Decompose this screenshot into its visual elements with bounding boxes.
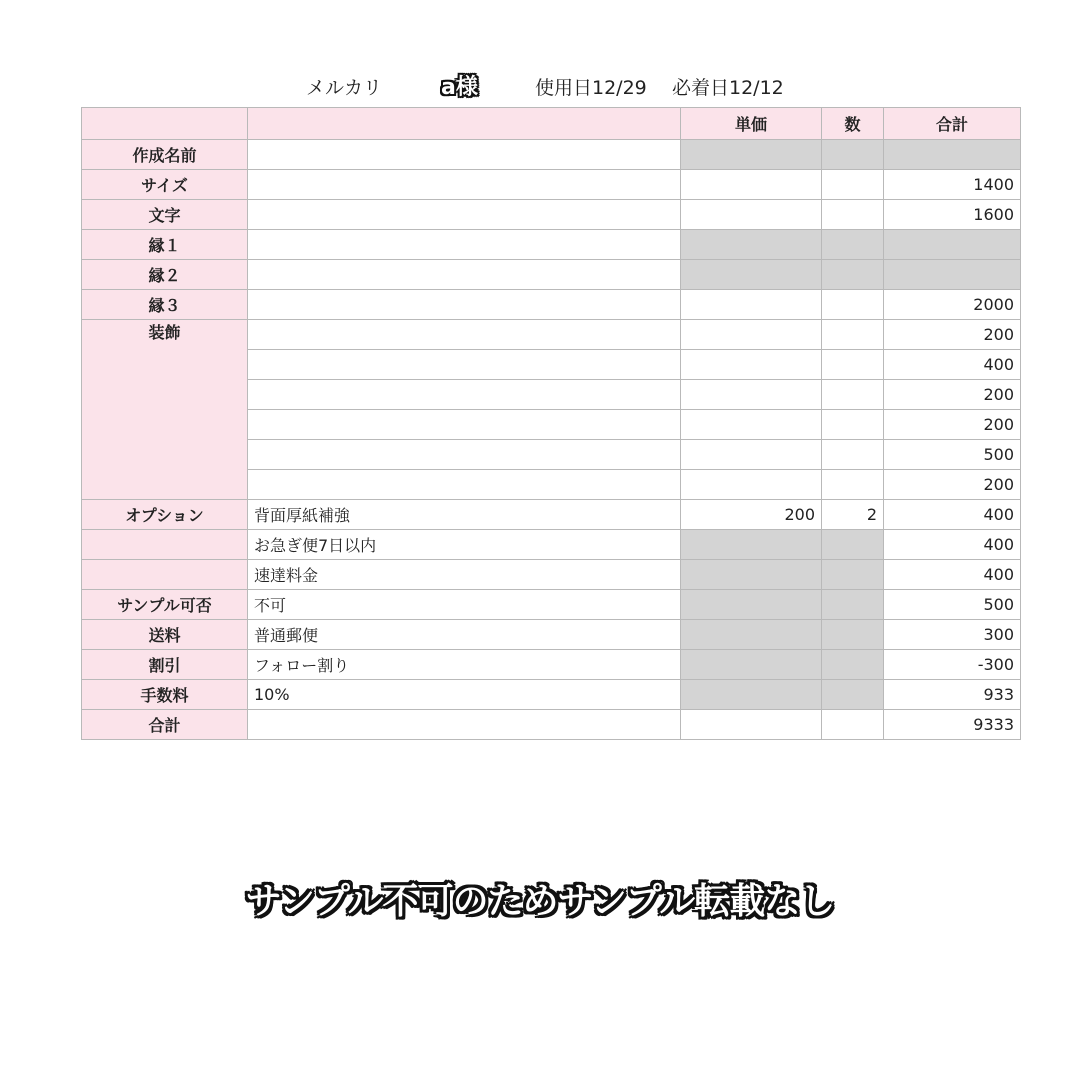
fee-unit-price-cell xyxy=(681,680,822,710)
row-label-text: 文字 xyxy=(82,200,248,230)
decoration-desc-cell xyxy=(248,320,681,350)
table-row xyxy=(82,500,1021,530)
decoration-total-cell: 200 xyxy=(884,470,1021,500)
table-row xyxy=(82,200,1021,230)
corner-cell xyxy=(82,108,248,140)
option-desc-cell: 背面厚紙補強 xyxy=(248,500,681,530)
fee-total-cell: 933 xyxy=(884,680,1021,710)
option-quantity-cell: 2 xyxy=(822,500,884,530)
decoration-unit-price-cell xyxy=(681,440,822,470)
decoration-quantity-cell xyxy=(822,320,884,350)
size-unit-price-cell xyxy=(681,170,822,200)
border1-desc-cell xyxy=(248,230,681,260)
platform-name: メルカリ xyxy=(306,77,383,99)
name-unit-price-cell xyxy=(681,140,822,170)
shipping-unit-price-cell xyxy=(681,620,822,650)
option-unit-price-cell xyxy=(681,560,822,590)
quantity-header: 数 xyxy=(822,108,884,140)
decoration-quantity-cell xyxy=(822,410,884,440)
due-date: 必着日12/12 xyxy=(672,77,784,99)
table-row xyxy=(82,530,1021,560)
discount-total-cell: -300 xyxy=(884,650,1021,680)
text-unit-price-cell xyxy=(681,200,822,230)
row-label-option: オプション xyxy=(82,500,248,530)
text-desc-cell xyxy=(248,200,681,230)
table-row xyxy=(82,260,1021,290)
decoration-quantity-cell xyxy=(822,380,884,410)
decoration-unit-price-cell xyxy=(681,410,822,440)
grand-total-unit-price-cell xyxy=(681,710,822,740)
border2-desc-cell xyxy=(248,260,681,290)
decoration-unit-price-cell xyxy=(681,470,822,500)
total-header: 合計 xyxy=(884,108,1021,140)
table-row xyxy=(82,620,1021,650)
sample-unit-price-cell xyxy=(681,590,822,620)
option-total-cell: 400 xyxy=(884,500,1021,530)
table-row xyxy=(82,680,1021,710)
no-sample-notice: サンプル不可のためサンプル転載なし xyxy=(245,881,835,922)
name-total-cell xyxy=(884,140,1021,170)
decoration-quantity-cell xyxy=(822,350,884,380)
row-label-size: サイズ xyxy=(82,170,248,200)
border3-total-cell: 2000 xyxy=(884,290,1021,320)
sample-total-cell: 500 xyxy=(884,590,1021,620)
document-header xyxy=(0,70,1080,102)
unit-price-header: 単価 xyxy=(681,108,822,140)
decoration-quantity-cell xyxy=(822,440,884,470)
grand-total-cell: 9333 xyxy=(884,710,1021,740)
row-label-name: 作成名前 xyxy=(82,140,248,170)
option-unit-price-cell: 200 xyxy=(681,500,822,530)
grand-total-quantity-cell xyxy=(822,710,884,740)
border1-total-cell xyxy=(884,230,1021,260)
option-desc-cell: お急ぎ便7日以内 xyxy=(248,530,681,560)
row-label-shipping: 送料 xyxy=(82,620,248,650)
quote-table xyxy=(81,107,1021,740)
decoration-unit-price-cell xyxy=(681,380,822,410)
border3-desc-cell xyxy=(248,290,681,320)
border3-unit-price-cell xyxy=(681,290,822,320)
row-label-empty xyxy=(82,530,248,560)
used-date: 使用日12/29 xyxy=(535,77,647,99)
customer-name: a様 xyxy=(441,75,478,100)
border1-quantity-cell xyxy=(822,230,884,260)
table-row xyxy=(82,290,1021,320)
table-header-row xyxy=(82,108,1021,140)
decoration-total-cell: 200 xyxy=(884,320,1021,350)
decoration-desc-cell xyxy=(248,410,681,440)
decoration-desc-cell xyxy=(248,470,681,500)
border2-unit-price-cell xyxy=(681,260,822,290)
decoration-unit-price-cell xyxy=(681,350,822,380)
table-row xyxy=(82,320,1021,350)
table-row xyxy=(82,590,1021,620)
row-label-grand-total: 合計 xyxy=(82,710,248,740)
row-label-border1: 縁１ xyxy=(82,230,248,260)
option-quantity-cell xyxy=(822,560,884,590)
grand-total-desc-cell xyxy=(248,710,681,740)
name-quantity-cell xyxy=(822,140,884,170)
text-quantity-cell xyxy=(822,200,884,230)
decoration-desc-cell xyxy=(248,440,681,470)
sample-desc-cell: 不可 xyxy=(248,590,681,620)
shipping-quantity-cell xyxy=(822,620,884,650)
border2-total-cell xyxy=(884,260,1021,290)
size-desc-cell xyxy=(248,170,681,200)
decoration-total-cell: 500 xyxy=(884,440,1021,470)
option-total-cell: 400 xyxy=(884,530,1021,560)
size-total-cell: 1400 xyxy=(884,170,1021,200)
decoration-desc-cell xyxy=(248,350,681,380)
table-row xyxy=(82,710,1021,740)
border2-quantity-cell xyxy=(822,260,884,290)
table-row xyxy=(82,650,1021,680)
row-label-border2: 縁２ xyxy=(82,260,248,290)
discount-unit-price-cell xyxy=(681,650,822,680)
description-header xyxy=(248,108,681,140)
discount-quantity-cell xyxy=(822,650,884,680)
option-total-cell: 400 xyxy=(884,560,1021,590)
table-row xyxy=(82,560,1021,590)
decoration-quantity-cell xyxy=(822,470,884,500)
shipping-desc-cell: 普通郵便 xyxy=(248,620,681,650)
row-label-discount: 割引 xyxy=(82,650,248,680)
decoration-total-cell: 200 xyxy=(884,410,1021,440)
name-desc-cell xyxy=(248,140,681,170)
table-row xyxy=(82,230,1021,260)
size-quantity-cell xyxy=(822,170,884,200)
decoration-desc-cell xyxy=(248,380,681,410)
option-desc-cell: 速達料金 xyxy=(248,560,681,590)
option-quantity-cell xyxy=(822,530,884,560)
row-label-sample: サンプル可否 xyxy=(82,590,248,620)
border1-unit-price-cell xyxy=(681,230,822,260)
row-label-border3: 縁３ xyxy=(82,290,248,320)
row-label-fee: 手数料 xyxy=(82,680,248,710)
shipping-total-cell: 300 xyxy=(884,620,1021,650)
table-row xyxy=(82,140,1021,170)
sample-quantity-cell xyxy=(822,590,884,620)
row-label-empty xyxy=(82,560,248,590)
border3-quantity-cell xyxy=(822,290,884,320)
table-row xyxy=(82,170,1021,200)
decoration-total-cell: 400 xyxy=(884,350,1021,380)
fee-quantity-cell xyxy=(822,680,884,710)
decoration-total-cell: 200 xyxy=(884,380,1021,410)
text-total-cell: 1600 xyxy=(884,200,1021,230)
fee-desc-cell: 10% xyxy=(248,680,681,710)
option-unit-price-cell xyxy=(681,530,822,560)
decoration-unit-price-cell xyxy=(681,320,822,350)
discount-desc-cell: フォロー割り xyxy=(248,650,681,680)
row-label-decoration: 装飾 xyxy=(82,320,248,500)
